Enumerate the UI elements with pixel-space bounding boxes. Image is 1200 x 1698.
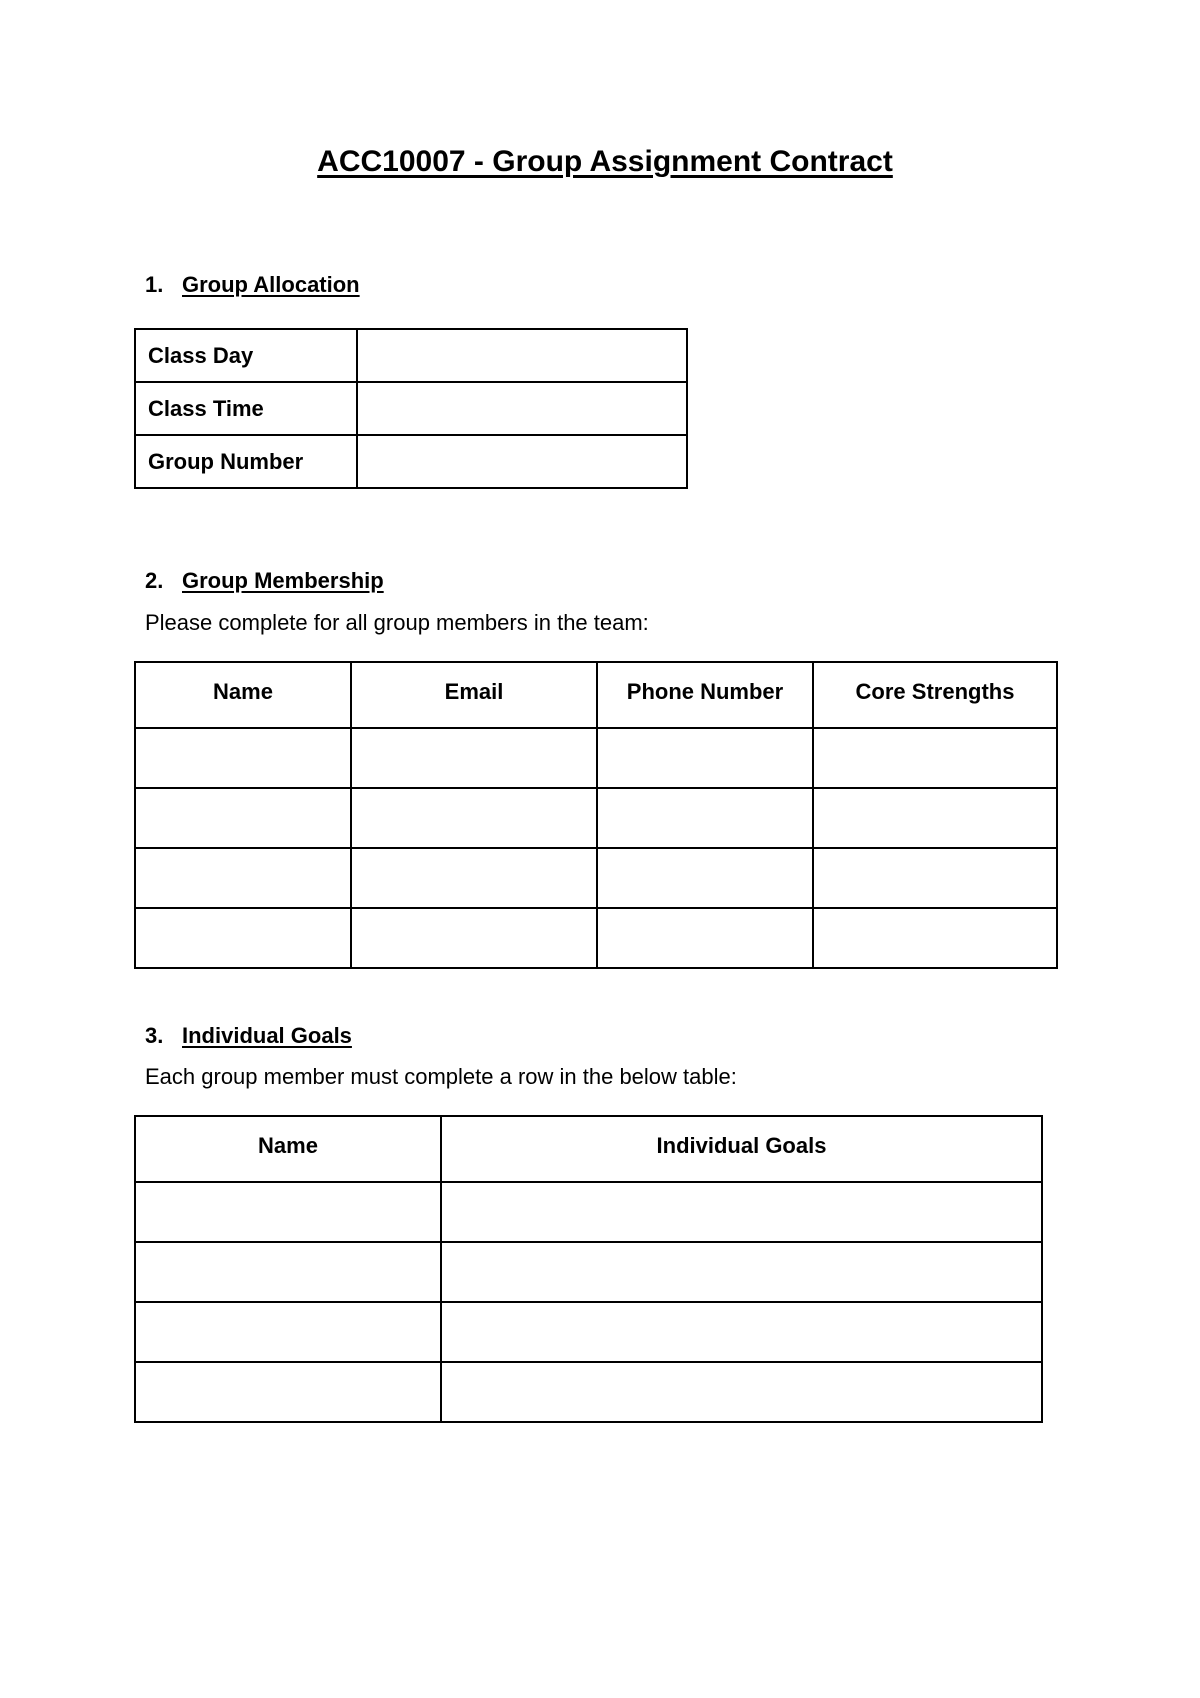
phone-number-cell[interactable] bbox=[597, 788, 813, 848]
goals-instruction: Each group member must complete a row in the below table: bbox=[145, 1064, 737, 1089]
group-allocation-table bbox=[134, 328, 688, 489]
table-row bbox=[135, 1182, 1042, 1242]
section-number: 2. bbox=[145, 568, 164, 593]
table-row bbox=[135, 728, 1057, 788]
core-strengths-cell[interactable] bbox=[813, 908, 1057, 968]
group-number-field[interactable] bbox=[357, 435, 687, 488]
name-cell[interactable] bbox=[135, 1242, 441, 1302]
individual-goals-cell[interactable] bbox=[441, 1242, 1042, 1302]
phone-number-cell[interactable] bbox=[597, 728, 813, 788]
column-header-individual-goals: Individual Goals bbox=[441, 1116, 1042, 1182]
table-header-row bbox=[135, 1116, 1042, 1182]
core-strengths-cell[interactable] bbox=[813, 848, 1057, 908]
section-title: Group Allocation bbox=[182, 272, 360, 297]
table-row bbox=[135, 848, 1057, 908]
column-header-name: Name bbox=[135, 662, 351, 728]
column-header-phone-number: Phone Number bbox=[597, 662, 813, 728]
core-strengths-cell[interactable] bbox=[813, 788, 1057, 848]
column-header-name: Name bbox=[135, 1116, 441, 1182]
group-number-label: Group Number bbox=[135, 435, 357, 488]
name-cell[interactable] bbox=[135, 728, 351, 788]
table-header-row bbox=[135, 662, 1057, 728]
table-row bbox=[135, 1242, 1042, 1302]
name-cell[interactable] bbox=[135, 848, 351, 908]
table-row bbox=[135, 329, 687, 382]
section-title: Individual Goals bbox=[182, 1023, 352, 1048]
table-row bbox=[135, 382, 687, 435]
column-header-email: Email bbox=[351, 662, 597, 728]
name-cell[interactable] bbox=[135, 1302, 441, 1362]
individual-goals-cell[interactable] bbox=[441, 1362, 1042, 1422]
table-row bbox=[135, 908, 1057, 968]
section-number: 3. bbox=[145, 1023, 164, 1048]
name-cell[interactable] bbox=[135, 1362, 441, 1422]
email-cell[interactable] bbox=[351, 788, 597, 848]
section-heading-group-allocation bbox=[145, 272, 360, 298]
core-strengths-cell[interactable] bbox=[813, 728, 1057, 788]
column-header-core-strengths: Core Strengths bbox=[813, 662, 1057, 728]
email-cell[interactable] bbox=[351, 908, 597, 968]
class-day-field[interactable] bbox=[357, 329, 687, 382]
email-cell[interactable] bbox=[351, 848, 597, 908]
section-heading-individual-goals bbox=[145, 1023, 352, 1049]
group-membership-table bbox=[134, 661, 1058, 969]
phone-number-cell[interactable] bbox=[597, 848, 813, 908]
class-time-label: Class Time bbox=[135, 382, 357, 435]
class-day-label: Class Day bbox=[135, 329, 357, 382]
table-row bbox=[135, 1362, 1042, 1422]
name-cell[interactable] bbox=[135, 908, 351, 968]
name-cell[interactable] bbox=[135, 788, 351, 848]
section-heading-group-membership bbox=[145, 568, 384, 594]
section-number: 1. bbox=[145, 272, 164, 297]
name-cell[interactable] bbox=[135, 1182, 441, 1242]
table-row bbox=[135, 435, 687, 488]
document-title: ACC10007 - Group Assignment Contract bbox=[317, 145, 893, 178]
table-row bbox=[135, 1302, 1042, 1362]
individual-goals-cell[interactable] bbox=[441, 1182, 1042, 1242]
email-cell[interactable] bbox=[351, 728, 597, 788]
individual-goals-cell[interactable] bbox=[441, 1302, 1042, 1362]
table-row bbox=[135, 788, 1057, 848]
class-time-field[interactable] bbox=[357, 382, 687, 435]
membership-instruction: Please complete for all group members in the team: bbox=[145, 610, 649, 635]
section-title: Group Membership bbox=[182, 568, 384, 593]
individual-goals-table bbox=[134, 1115, 1043, 1423]
phone-number-cell[interactable] bbox=[597, 908, 813, 968]
